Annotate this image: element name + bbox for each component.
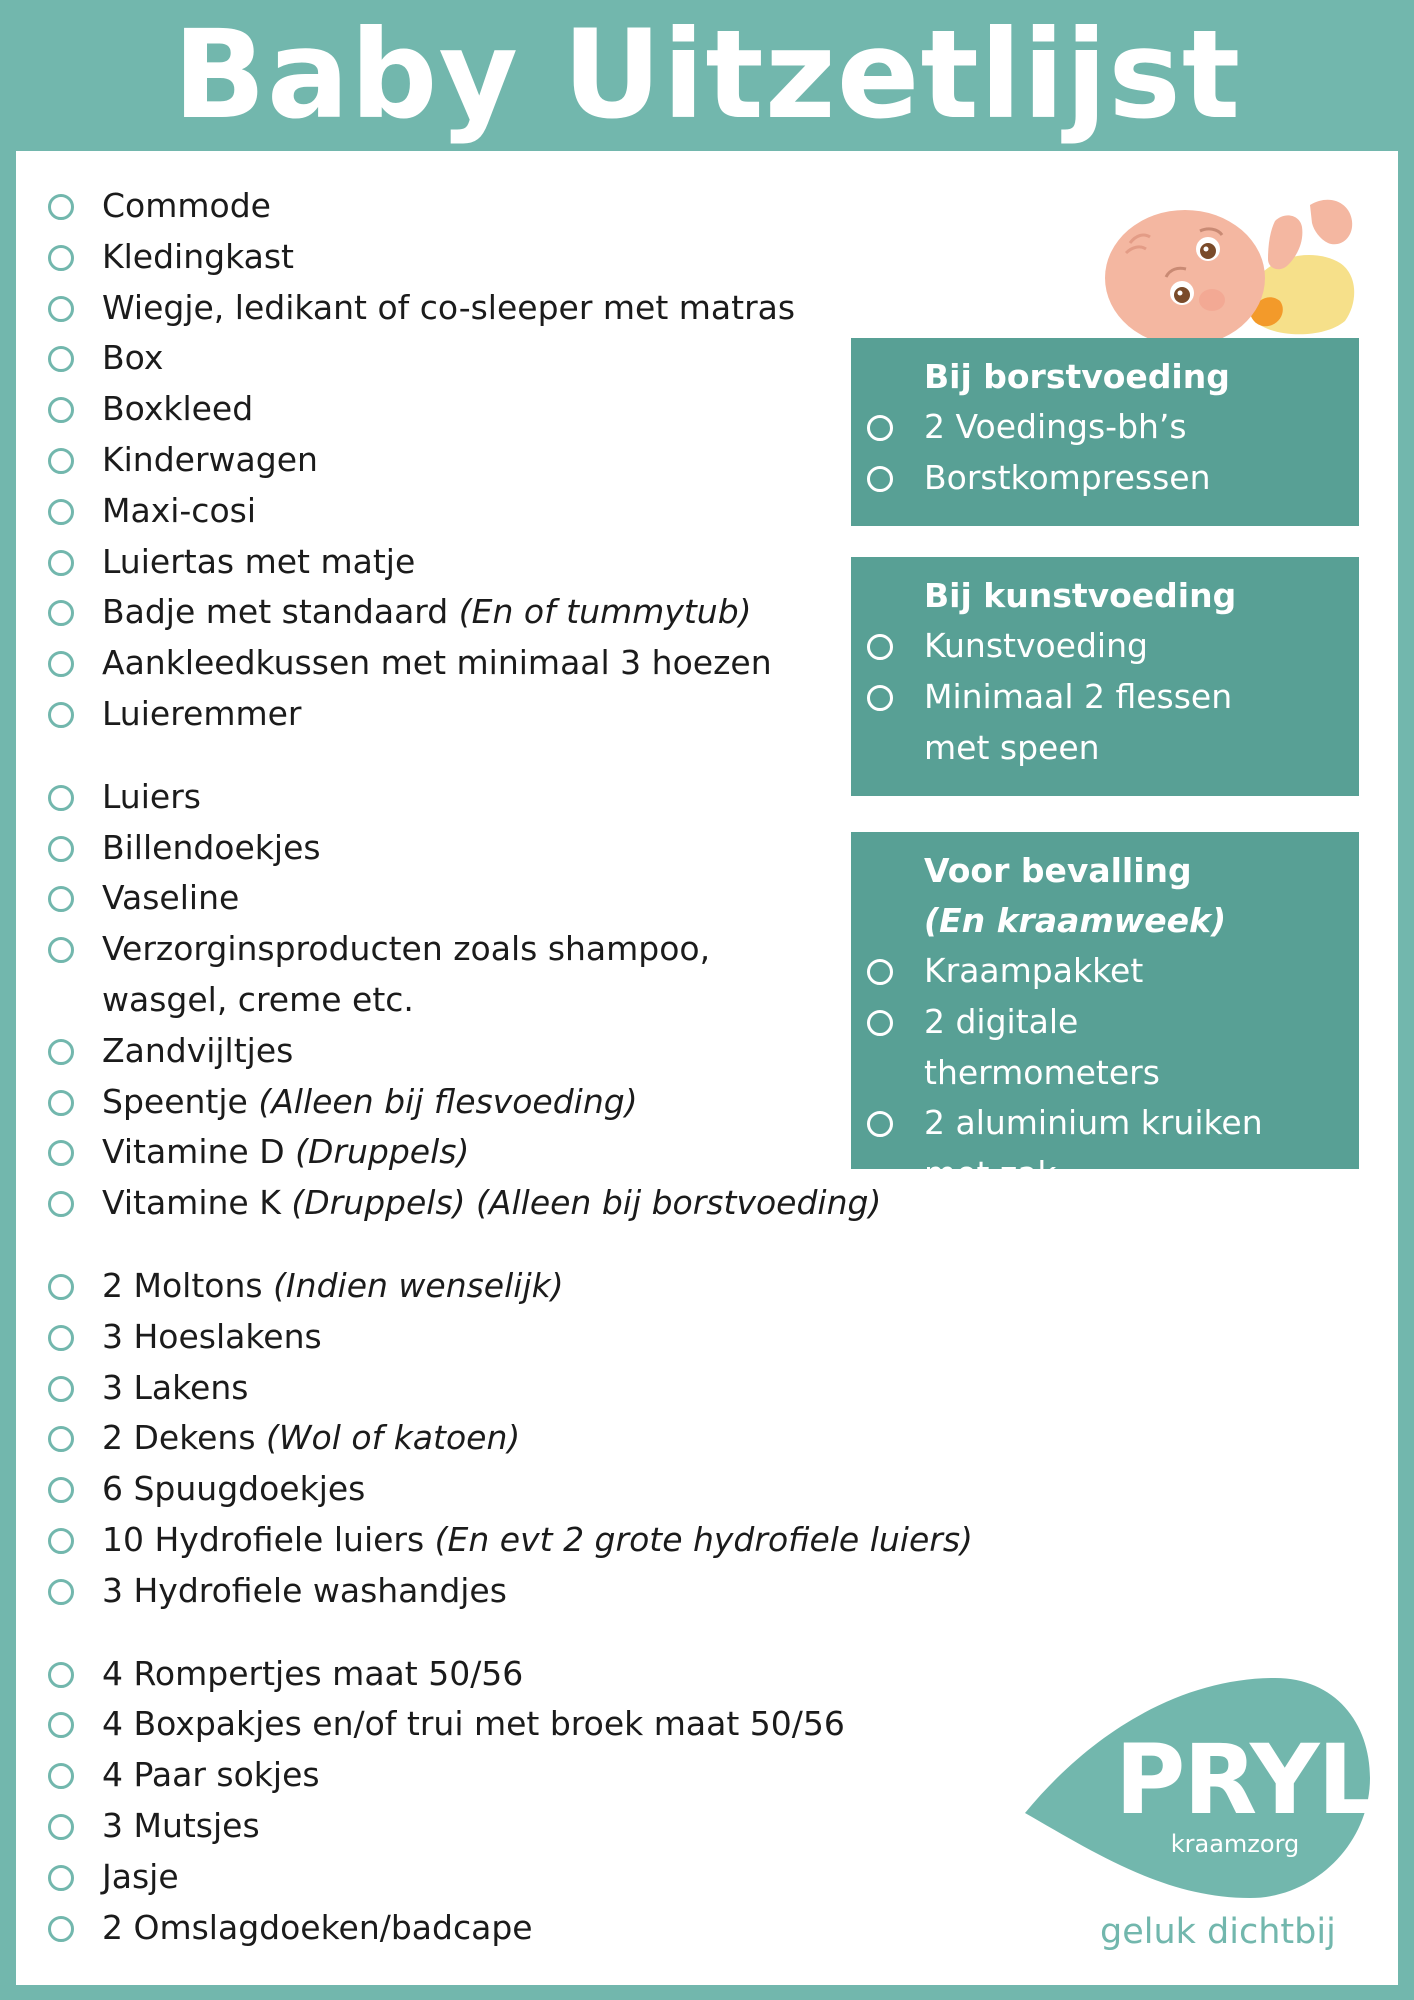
circle-checkbox-icon[interactable] [48, 448, 74, 474]
circle-checkbox-icon[interactable] [48, 937, 74, 963]
item-text: Vitamine K [102, 1183, 281, 1223]
item-text: Kledingkast [102, 236, 294, 276]
checklist-item[interactable] [46, 1750, 973, 1801]
checklist-item-label [102, 1649, 523, 1700]
checklist-item-label [102, 1566, 507, 1617]
item-note: (Druppels) (Alleen bij borstvoeding) [291, 1183, 882, 1223]
checklist-item-label [102, 435, 318, 486]
checklist-item[interactable] [46, 384, 973, 435]
checklist-item[interactable] [46, 1464, 973, 1515]
checklist-item-label [102, 1261, 564, 1312]
item-text: 2 Omslagdoeken/badcape [102, 1907, 533, 1947]
item-note: (En evt 2 grote hydrofiele luiers) [434, 1519, 973, 1559]
side-box-subtitle: (En kraamweek) [924, 901, 1227, 940]
side-box-item-label: 2 digitale thermometers [924, 1001, 1160, 1092]
checklist-item-label [102, 1178, 881, 1229]
checklist-item-label [102, 1801, 260, 1852]
side-box-item-label: 2 aluminium kruiken met zak [924, 1103, 1263, 1194]
item-note: (Alleen bij flesvoeding) [258, 1081, 638, 1121]
item-text: Commode [102, 186, 271, 225]
item-text: 3 Hydrofiele washandjes [102, 1570, 507, 1610]
circle-checkbox-icon[interactable] [48, 1712, 74, 1738]
checklist-item[interactable] [46, 1699, 973, 1750]
checklist-item[interactable] [46, 1566, 973, 1617]
logo [1115, 1724, 1377, 1858]
checklist-item[interactable] [46, 333, 973, 384]
item-text: 4 Boxpakjes en/of trui met broek maat 50/56 [102, 1704, 845, 1744]
checklist-item-label [102, 772, 201, 823]
side-box-item[interactable] [867, 1098, 1359, 1200]
item-text: Wiegje, ledikant of co-sleeper met matras [102, 287, 796, 327]
checklist-item-label [102, 1413, 520, 1464]
checklist-item[interactable] [46, 1178, 973, 1229]
checklist-item[interactable] [46, 772, 973, 823]
checklist-item-label [102, 1026, 293, 1077]
side-box-bevalling [851, 832, 1359, 1194]
circle-checkbox-icon[interactable] [48, 651, 74, 677]
circle-checkbox-icon[interactable] [867, 959, 893, 985]
checklist-item-label [102, 823, 321, 874]
checklist-item-label [102, 333, 163, 384]
item-note: (Wol of katoen) [266, 1418, 521, 1458]
circle-checkbox-icon[interactable] [867, 685, 893, 711]
item-text: Boxkleed [102, 389, 254, 429]
circle-checkbox-icon[interactable] [48, 346, 74, 372]
checklist-item[interactable] [46, 283, 973, 334]
circle-checkbox-icon[interactable] [48, 1426, 74, 1452]
item-text: Vitamine D [102, 1132, 285, 1172]
side-box-item[interactable] [867, 402, 1359, 453]
circle-checkbox-icon[interactable] [48, 600, 74, 626]
circle-checkbox-icon[interactable] [48, 550, 74, 576]
checklist-item-label [102, 537, 415, 588]
checklist-item-label [102, 924, 742, 1026]
checklist-item-label [102, 232, 294, 283]
checklist-item-label [102, 1127, 469, 1178]
circle-checkbox-icon[interactable] [48, 397, 74, 423]
item-text: Aankleedkussen met minimaal 3 hoezen [102, 643, 772, 683]
circle-checkbox-icon[interactable] [867, 634, 893, 660]
item-text: Verzorginsproducten zoals shampoo, wasgel, creme etc. [102, 929, 711, 1019]
checklist-item[interactable] [46, 1903, 973, 1954]
checklist-item-label [102, 1515, 973, 1566]
checklist-item-label [102, 638, 772, 689]
checklist-item-label [102, 1699, 845, 1750]
circle-checkbox-icon[interactable] [867, 466, 893, 492]
checklist-item[interactable] [46, 1127, 973, 1178]
side-box-title: Bij kunstvoeding [924, 576, 1237, 615]
checklist-item-label [102, 1077, 638, 1128]
item-text: 3 Hoeslakens [102, 1316, 322, 1356]
item-text: Kinderwagen [102, 439, 318, 479]
circle-checkbox-icon[interactable] [867, 415, 893, 441]
item-text: 4 Paar sokjes [102, 1755, 320, 1795]
checklist-item[interactable] [46, 587, 973, 638]
circle-checkbox-icon[interactable] [48, 194, 74, 220]
item-note: (Druppels) [295, 1132, 470, 1172]
side-box-item[interactable] [867, 621, 1359, 672]
checklist-item-label [102, 181, 271, 232]
checklist-item-label [102, 1363, 248, 1414]
checklist-item-label [102, 1312, 322, 1363]
side-box-borstvoeding [851, 338, 1359, 526]
circle-checkbox-icon[interactable] [48, 1763, 74, 1789]
circle-checkbox-icon[interactable] [48, 836, 74, 862]
circle-checkbox-icon[interactable] [48, 1916, 74, 1942]
item-text: Zandvijltjes [102, 1030, 294, 1070]
item-text: Maxi-cosi [102, 490, 256, 530]
side-box-item-label: Borstkompressen [924, 457, 1211, 497]
circle-checkbox-icon[interactable] [48, 1325, 74, 1351]
checklist-item[interactable] [46, 1261, 973, 1312]
circle-checkbox-icon[interactable] [48, 245, 74, 271]
circle-checkbox-icon[interactable] [867, 1010, 893, 1036]
circle-checkbox-icon[interactable] [48, 1090, 74, 1116]
side-box-title: Bij borstvoeding [924, 357, 1230, 396]
logo-name: PRYL [1115, 1724, 1377, 1836]
checklist-item-label [102, 1852, 179, 1903]
circle-checkbox-icon[interactable] [48, 296, 74, 322]
circle-checkbox-icon[interactable] [48, 1274, 74, 1300]
checklist-item[interactable] [46, 1413, 973, 1464]
checklist-group [46, 181, 973, 740]
checklist-item[interactable] [46, 486, 973, 537]
circle-checkbox-icon[interactable] [48, 1865, 74, 1891]
circle-checkbox-icon[interactable] [867, 1111, 893, 1137]
main-checklist [46, 181, 973, 1953]
circle-checkbox-icon[interactable] [48, 1579, 74, 1605]
circle-checkbox-icon[interactable] [48, 886, 74, 912]
checklist-item[interactable] [46, 1852, 973, 1903]
checklist-item[interactable] [46, 181, 973, 232]
page-title: Baby Uitzetlijst [172, 4, 1242, 146]
circle-checkbox-icon[interactable] [48, 1662, 74, 1688]
checklist-item-label [102, 873, 239, 924]
side-box-item-label: Kraampakket [924, 951, 1144, 990]
circle-checkbox-icon[interactable] [48, 1039, 74, 1065]
checklist-item-label [102, 486, 256, 537]
item-text: 2 Moltons [102, 1265, 263, 1305]
item-text: 3 Mutsjes [102, 1805, 260, 1845]
side-box-item[interactable] [867, 997, 1359, 1099]
item-text: 6 Spuugdoekjes [102, 1469, 366, 1509]
checklist-item[interactable] [46, 1363, 973, 1414]
item-text: Luiers [102, 776, 201, 816]
circle-checkbox-icon[interactable] [48, 1477, 74, 1503]
checklist-item[interactable] [46, 873, 973, 924]
circle-checkbox-icon[interactable] [48, 785, 74, 811]
logo-subtitle: kraamzorg [1170, 1830, 1300, 1858]
circle-checkbox-icon[interactable] [48, 1814, 74, 1840]
item-text: Vaseline [102, 878, 240, 918]
checklist-item[interactable] [46, 1077, 973, 1128]
checklist-item[interactable] [46, 924, 973, 1026]
item-note: (Indien wenselijk) [273, 1265, 564, 1305]
checklist-item-label [102, 1750, 320, 1801]
checklist-item-label [102, 689, 302, 740]
item-text: Speentje [102, 1081, 248, 1121]
checklist-item[interactable] [46, 1312, 973, 1363]
checklist-item[interactable] [46, 435, 973, 486]
item-text: Box [102, 338, 164, 378]
circle-checkbox-icon[interactable] [48, 499, 74, 525]
checklist-item[interactable] [46, 823, 973, 874]
checklist-item[interactable] [46, 689, 973, 740]
item-text: 3 Lakens [102, 1367, 249, 1407]
checklist-item-label [102, 283, 795, 334]
checklist-group [46, 1649, 973, 1954]
checklist-item-label [102, 1903, 533, 1954]
side-box-item[interactable] [867, 453, 1359, 504]
checklist-item[interactable] [46, 232, 973, 283]
side-box-item-label: Kunstvoeding [924, 626, 1148, 665]
circle-checkbox-icon[interactable] [48, 702, 74, 728]
side-box-item-label: 2 Voedings-bh’s [924, 407, 1187, 446]
circle-checkbox-icon[interactable] [48, 1191, 74, 1217]
item-text: Luieremmer [102, 693, 302, 733]
item-text: Badje met standaard [102, 592, 449, 632]
checklist-item[interactable] [46, 1026, 973, 1077]
logo-tagline: geluk dichtbij [1100, 1912, 1336, 1952]
side-box-title: Voor bevalling [924, 851, 1192, 890]
side-box-item-label: Minimaal 2 flessen met speen [924, 676, 1233, 767]
item-note: (En of tummytub) [458, 592, 752, 632]
side-box-item[interactable] [867, 672, 1359, 774]
checklist-item-label [102, 384, 253, 435]
checklist-item-label [102, 1464, 365, 1515]
checklist-group [46, 1261, 973, 1617]
checklist-item[interactable] [46, 638, 973, 689]
checklist-item[interactable] [46, 1515, 973, 1566]
item-text: Billendoekjes [102, 827, 321, 867]
circle-checkbox-icon[interactable] [48, 1376, 74, 1402]
side-box-item[interactable] [867, 946, 1359, 997]
checklist-item[interactable] [46, 1649, 973, 1700]
item-text: Luiertas met matje [102, 541, 416, 581]
checklist-item[interactable] [46, 537, 973, 588]
baby-illustration [1100, 193, 1360, 353]
checklist-group [46, 772, 973, 1229]
side-box-kunstvoeding [851, 557, 1359, 796]
item-text: 2 Dekens [102, 1418, 256, 1458]
item-text: 4 Rompertjes maat 50/56 [102, 1653, 524, 1693]
item-text: Jasje [102, 1856, 179, 1896]
circle-checkbox-icon[interactable] [48, 1140, 74, 1166]
checklist-item[interactable] [46, 1801, 973, 1852]
circle-checkbox-icon[interactable] [48, 1528, 74, 1554]
item-text: 10 Hydrofiele luiers [102, 1519, 425, 1559]
checklist-item-label [102, 587, 752, 638]
